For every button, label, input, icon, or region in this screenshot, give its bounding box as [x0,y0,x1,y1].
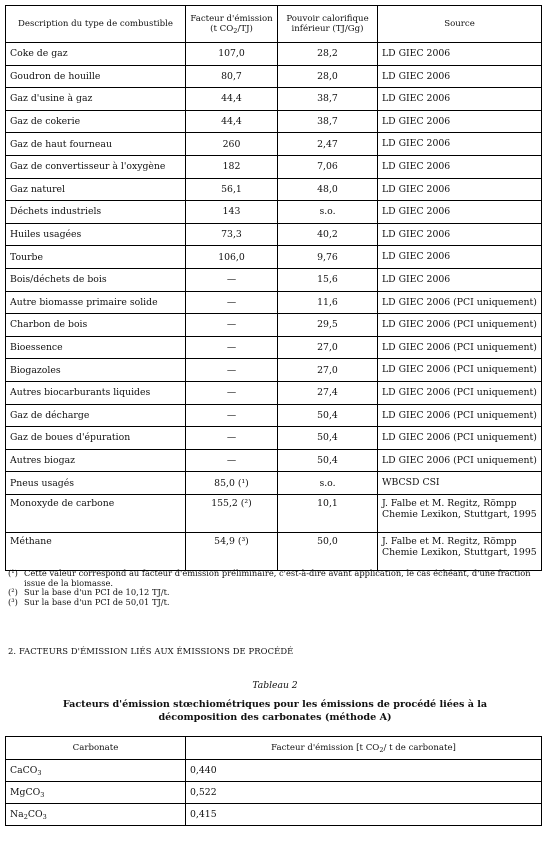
emission-factor: 54,9 (³) [186,532,278,570]
calorific-value: 50,4 [278,449,378,472]
source [378,494,542,532]
formula-text: MgCO [10,787,41,798]
calorific-value: 50,4 [278,427,378,450]
footnote-mark: (¹) [8,568,18,578]
calorific-value: 48,0 [278,178,378,201]
table-row [6,427,542,450]
calorific-value: s.o. [278,201,378,224]
emission-factor: 85,0 (¹) [186,472,278,495]
table-row [6,88,542,111]
fuel-name: Monoxyde de carbone [6,494,186,532]
fuel-name: Coke de gaz [6,43,186,66]
source [378,532,542,570]
emission-factor: — [186,359,278,382]
emission-factor: 155,2 (²) [186,494,278,532]
fuel-name: Huiles usagées [6,223,186,246]
emission-factor: — [186,449,278,472]
header-factor-line1: Facteur d'émission [190,14,273,24]
footnote-text: Sur la base d'un PCI de 10,12 TJ/t. [24,587,170,598]
footnote [8,569,540,588]
header-pci-line2: inférieur (TJ/Gg) [291,24,364,34]
emission-factor: 80,7 [186,65,278,88]
header-pci-line1: Pouvoir calorifique [286,14,369,24]
carbonate-emission-factors-table [5,736,542,826]
source: LD GIEC 2006 [378,223,542,246]
calorific-value: 50,4 [278,404,378,427]
fuel-name: Gaz de haut fourneau [6,133,186,156]
formula-text: Na [10,809,24,820]
fuel-emission-factors-table [5,5,542,571]
emission-factor: — [186,314,278,337]
carbonate-formula [6,804,186,826]
source: LD GIEC 2006 [378,246,542,269]
carbonate-formula [6,760,186,782]
source-line1: J. Falbe et M. Regitz, Römpp [382,497,517,509]
source-line2: Chemie Lexikon, Stuttgart, 1995 [382,509,537,521]
section-heading: 2. FACTEURS D'ÉMISSION LIÉS AUX ÉMISSIONS DE PROCÉDÉ [8,646,294,656]
table-row [6,782,542,804]
table-row [6,110,542,133]
table-row [6,314,542,337]
emission-factor: 56,1 [186,178,278,201]
table-row [6,268,542,291]
table-row [6,65,542,88]
header-factor-line2-pre: (t CO [210,24,234,34]
header-factor-line2-sub: 2 [233,27,238,35]
fuel-name: Goudron de houille [6,65,186,88]
table-row [6,155,542,178]
formula-subscript: 3 [37,769,42,777]
header-description: Description du type de combustible [6,6,186,43]
header-carbonate-factor [186,737,542,760]
source: LD GIEC 2006 [378,43,542,66]
table-row [6,381,542,404]
footnotes [8,569,540,607]
table-row [6,223,542,246]
table-row [6,133,542,156]
fuel-name: Gaz de cokerie [6,110,186,133]
table-row [6,178,542,201]
calorific-value: 10,1 [278,494,378,532]
emission-factor: — [186,291,278,314]
emission-factor: 44,4 [186,88,278,111]
emission-factor: 106,0 [186,246,278,269]
source: LD GIEC 2006 [378,65,542,88]
fuel-name: Bioessence [6,336,186,359]
table-row [6,449,542,472]
emission-factor: 260 [186,133,278,156]
carbonate-formula [6,782,186,804]
header-source: Source [378,6,542,43]
table-row [6,404,542,427]
emission-factor: 73,3 [186,223,278,246]
formula-subscript: 2 [23,813,28,821]
table-row [6,532,542,570]
emission-factor: 143 [186,201,278,224]
source: LD GIEC 2006 (PCI uniquement) [378,404,542,427]
fuel-name: Gaz naturel [6,178,186,201]
fuel-name: Gaz de boues d'épuration [6,427,186,450]
emission-factor: 182 [186,155,278,178]
source: LD GIEC 2006 (PCI uniquement) [378,449,542,472]
carbonate-factor: 0,522 [186,782,542,804]
footnote-text: Cette valeur correspond au facteur d'émission préliminaire, c'est-à-dire avant application, le cas échéant, d'une fraction issue de la biomasse. [24,568,531,588]
formula-text-2: CO [27,809,43,820]
source: LD GIEC 2006 [378,110,542,133]
footnote-text: Sur la base d'un PCI de 50,01 TJ/t. [24,596,170,607]
fuel-name: Autres biogaz [6,449,186,472]
table-row [6,472,542,495]
emission-factor: — [186,381,278,404]
table-row [6,359,542,382]
emission-factor: — [186,268,278,291]
source: LD GIEC 2006 (PCI uniquement) [378,314,542,337]
calorific-value: 28,0 [278,65,378,88]
header-factor-sub: 2 [379,746,384,754]
calorific-value: 9,76 [278,246,378,269]
source: LD GIEC 2006 [378,155,542,178]
source: LD GIEC 2006 (PCI uniquement) [378,291,542,314]
source-line2: Chemie Lexikon, Stuttgart, 1995 [382,547,537,559]
table-row [6,291,542,314]
source: LD GIEC 2006 (PCI uniquement) [378,381,542,404]
fuel-name: Pneus usagés [6,472,186,495]
fuel-name: Gaz de convertisseur à l'oxygène [6,155,186,178]
source: LD GIEC 2006 (PCI uniquement) [378,359,542,382]
fuel-name: Autre biomasse primaire solide [6,291,186,314]
calorific-value: 27,0 [278,336,378,359]
calorific-value: 7,06 [278,155,378,178]
carbonate-factor: 0,440 [186,760,542,782]
table-row [6,246,542,269]
calorific-value: 38,7 [278,88,378,111]
emission-factor: 107,0 [186,43,278,66]
source: LD GIEC 2006 [378,88,542,111]
calorific-value: 27,0 [278,359,378,382]
fuel-name: Tourbe [6,246,186,269]
header-emission-factor [186,6,278,43]
source: WBCSD CSI [378,472,542,495]
calorific-value: 2,47 [278,133,378,156]
calorific-value: 38,7 [278,110,378,133]
table-header-row [6,6,542,43]
calorific-value: 50,0 [278,532,378,570]
emission-factor: — [186,336,278,359]
table-row [6,201,542,224]
table-header-row [6,737,542,760]
emission-factor: — [186,427,278,450]
fuel-name: Biogazoles [6,359,186,382]
fuel-name: Gaz d'usine à gaz [6,88,186,111]
table-row [6,760,542,782]
calorific-value: 29,5 [278,314,378,337]
carbonate-factor: 0,415 [186,804,542,826]
calorific-value: 28,2 [278,43,378,66]
emission-factor: 44,4 [186,110,278,133]
header-carbonate: Carbonate [6,737,186,760]
source: LD GIEC 2006 [378,178,542,201]
emission-factor: — [186,404,278,427]
header-factor-pre: Facteur d'émission [t CO [271,743,380,753]
formula-subscript: 3 [40,791,45,799]
source-line1: J. Falbe et M. Regitz, Römpp [382,535,517,547]
header-factor-post: / t de carbonate] [383,743,456,753]
fuel-name: Bois/déchets de bois [6,268,186,291]
calorific-value: 11,6 [278,291,378,314]
table-row [6,494,542,532]
table-row [6,804,542,826]
footnote-mark: (²) [8,587,18,598]
fuel-name: Charbon de bois [6,314,186,337]
footnote [8,598,540,608]
source: LD GIEC 2006 [378,201,542,224]
fuel-name: Autres biocarburants liquides [6,381,186,404]
table-row [6,336,542,359]
table-row [6,43,542,66]
source: LD GIEC 2006 [378,268,542,291]
formula-text: CaCO [10,765,38,776]
header-factor-line2-post: /TJ) [237,24,253,34]
calorific-value: 40,2 [278,223,378,246]
source: LD GIEC 2006 (PCI uniquement) [378,427,542,450]
header-calorific-value [278,6,378,43]
source: LD GIEC 2006 (PCI uniquement) [378,336,542,359]
fuel-name: Gaz de décharge [6,404,186,427]
table2-label: Tableau 2 [252,680,298,691]
calorific-value: 15,6 [278,268,378,291]
fuel-name: Déchets industriels [6,201,186,224]
formula-subscript-2: 3 [42,813,47,821]
source: LD GIEC 2006 [378,133,542,156]
calorific-value: 27,4 [278,381,378,404]
footnote-mark: (³) [8,596,18,607]
fuel-name: Méthane [6,532,186,570]
calorific-value: s.o. [278,472,378,495]
table2-caption: Facteurs d'émission stœchiométriques pour les émissions de procédé liées à la décomposition des carbonates (méthode A) [62,699,488,723]
